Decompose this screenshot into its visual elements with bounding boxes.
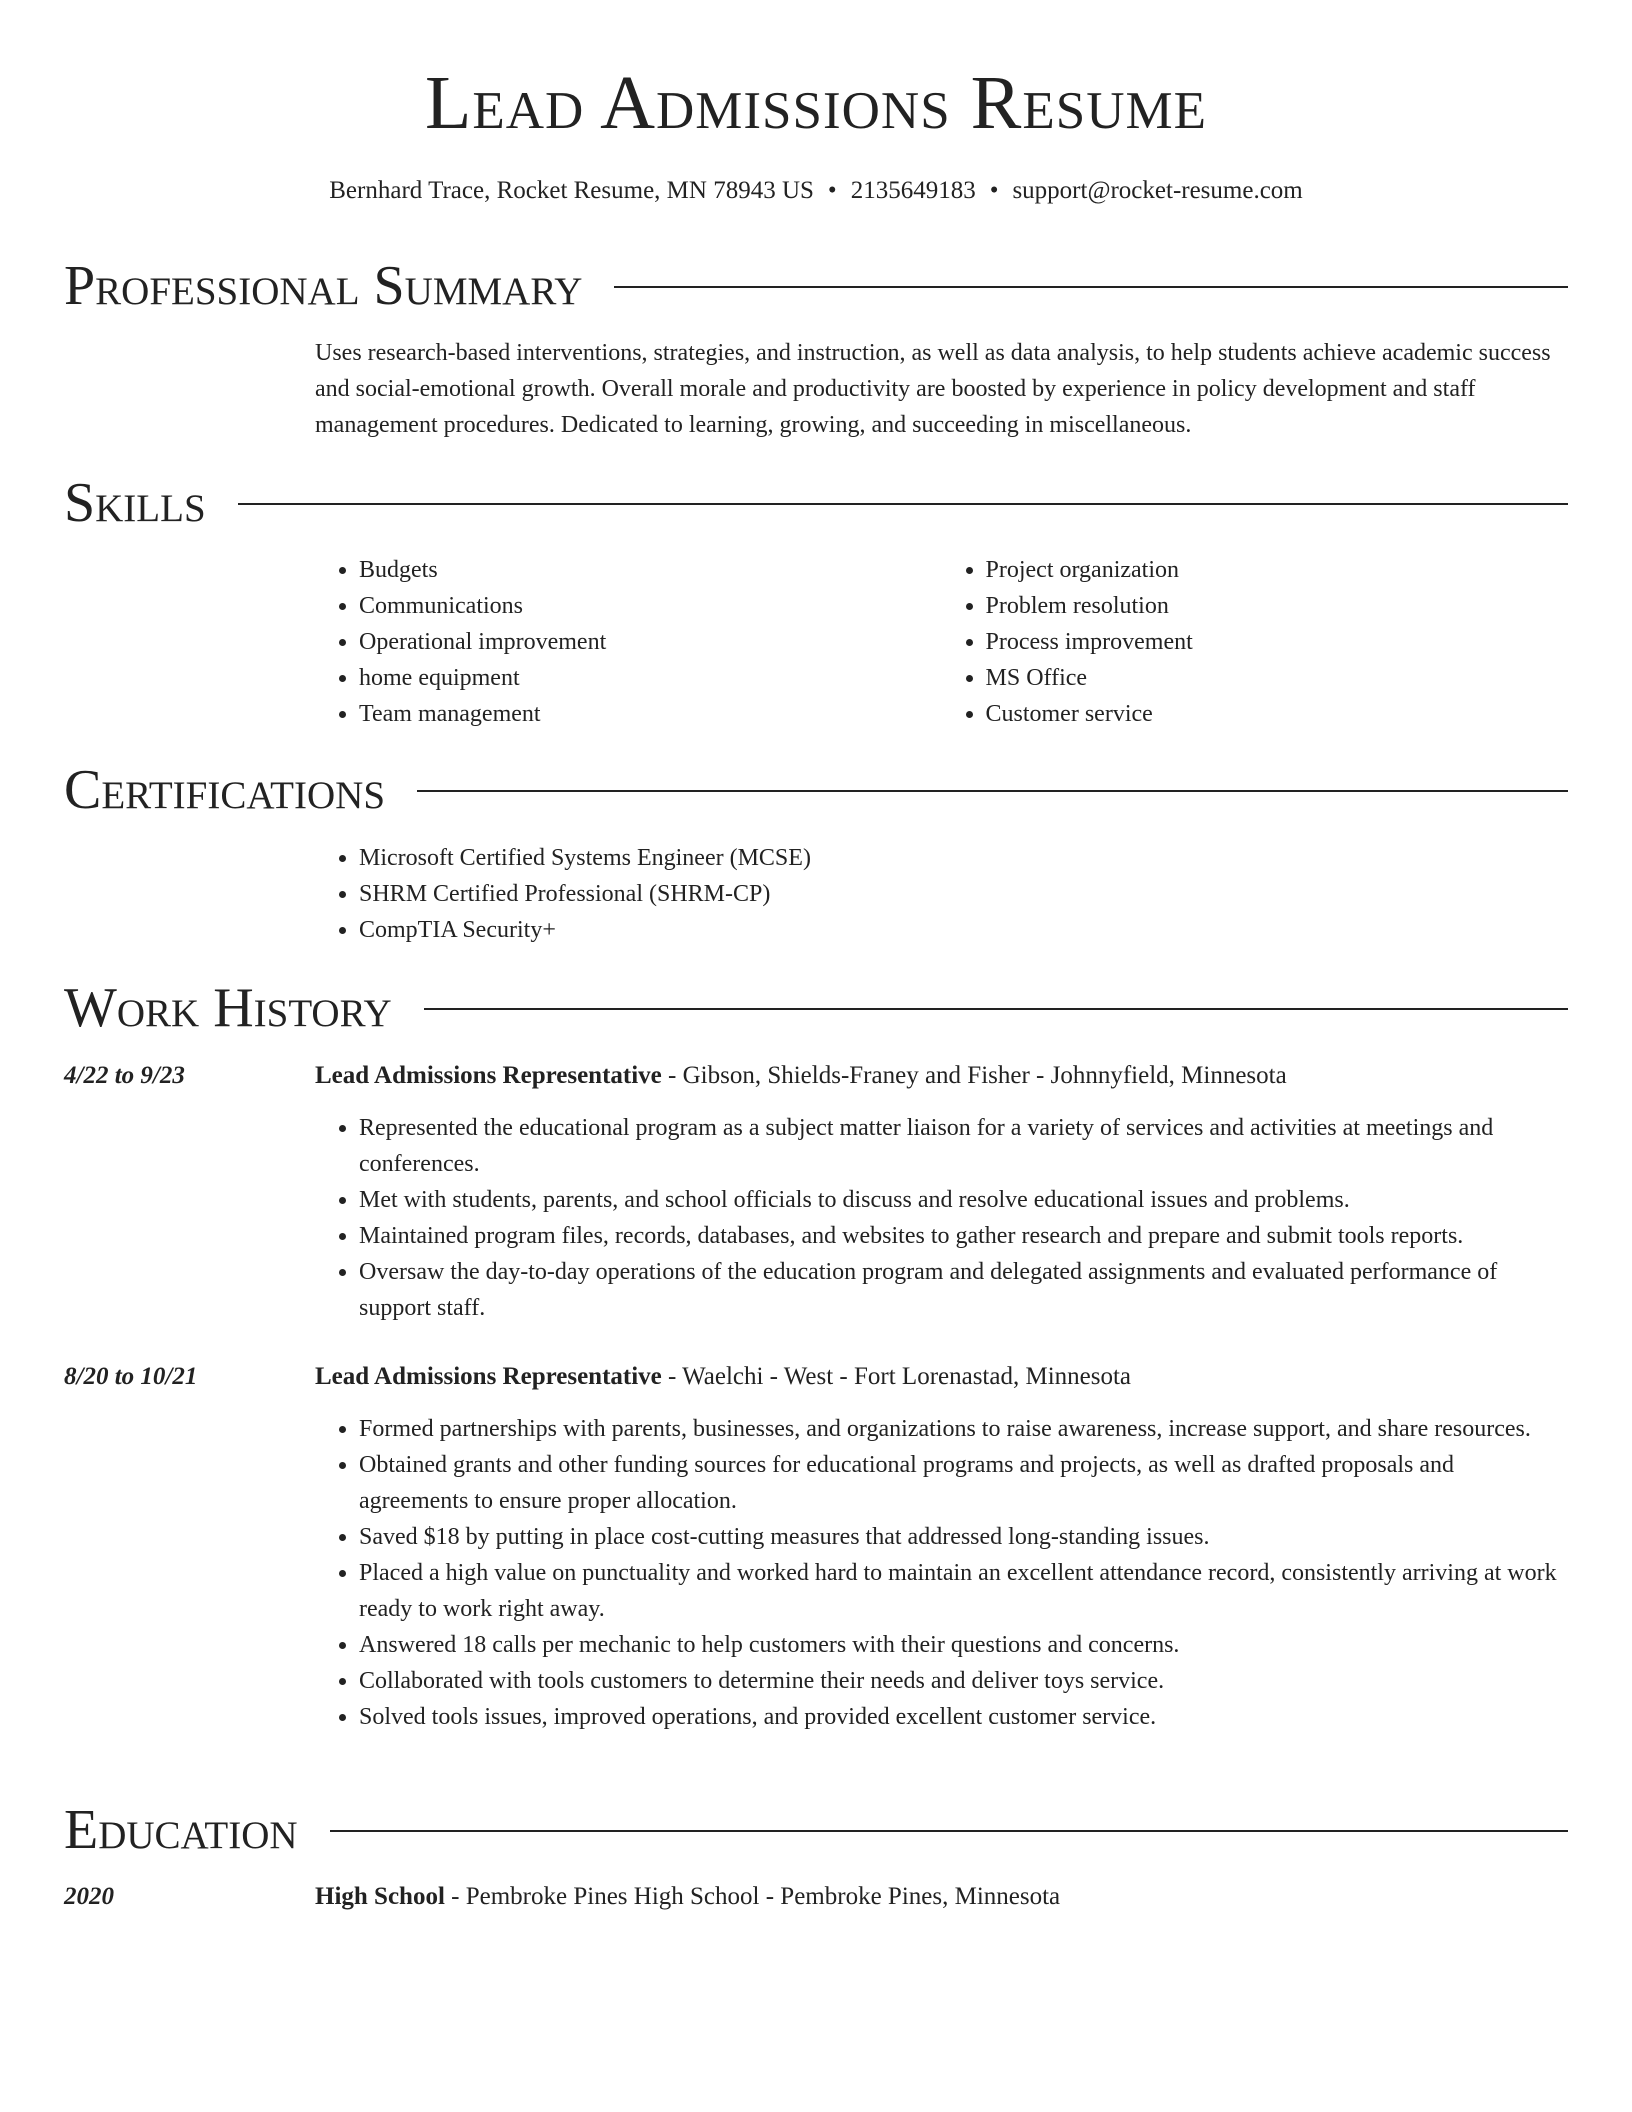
contact-phone: 2135649183	[850, 177, 976, 204]
education-section-heading	[64, 1797, 1568, 1863]
skill-item: • Problem resolution	[986, 588, 1569, 624]
skills-section-heading	[64, 470, 1568, 536]
work-history-section-heading	[64, 975, 1568, 1041]
job-bullet: • Oversaw the day-to-day operations of the education program and delegated assignments and evaluated performance of support staff.	[359, 1254, 1568, 1326]
summary-section-heading	[64, 253, 1568, 319]
skills-grid	[315, 552, 1568, 732]
summary-block	[315, 335, 1568, 443]
certifications-heading: Certifications	[64, 759, 386, 821]
job-bullet: • Met with students, parents, and school officials to discuss and resolve educational issues and problems.	[359, 1182, 1568, 1218]
education-year: 2020	[64, 1883, 114, 1910]
skills-column-1	[315, 552, 942, 732]
skill-item: • Communications	[359, 588, 942, 624]
job-bullet: • Maintained program files, records, databases, and websites to gather research and prepare and submit tools reports.	[359, 1218, 1568, 1254]
education-title-line	[315, 1879, 1568, 1915]
certification-item: • CompTIA Security+	[359, 912, 1568, 948]
job-bullets-block	[315, 1411, 1568, 1735]
contact-line	[0, 174, 1632, 208]
contact-separator: •	[827, 177, 837, 204]
job-bullets	[315, 1411, 1568, 1735]
job-bullets-block	[315, 1110, 1568, 1326]
job-title-line	[315, 1058, 1568, 1094]
job-bullet: • Solved tools issues, improved operations, and provided excellent customer service.	[359, 1699, 1568, 1735]
job-employer-location: - Gibson, Shields-Franey and Fisher - Johnnyfield, Minnesota	[661, 1062, 1287, 1089]
certifications-list	[315, 840, 1568, 948]
education-degree: High School	[315, 1883, 445, 1910]
education-school-location: - Pembroke Pines High School - Pembroke Pines, Minnesota	[444, 1883, 1061, 1910]
certification-item: • Microsoft Certified Systems Engineer (MCSE)	[359, 840, 1568, 876]
skill-item: • Customer service	[986, 696, 1569, 732]
skill-item: • MS Office	[986, 660, 1569, 696]
contact-separator: •	[989, 177, 999, 204]
job-employer-location: - Waelchi - West - Fort Lorenastad, Minnesota	[661, 1363, 1132, 1390]
job-bullet: • Represented the educational program as a subject matter liaison for a variety of services and activities at meetings and conferences.	[359, 1110, 1568, 1182]
job-dates: 4/22 to 9/23	[64, 1062, 185, 1089]
job-bullet: • Formed partnerships with parents, businesses, and organizations to raise awareness, increase support, and share resources.	[359, 1411, 1568, 1447]
skill-item: • Operational improvement	[359, 624, 942, 660]
certification-item: • SHRM Certified Professional (SHRM-CP)	[359, 876, 1568, 912]
contact-address: Bernhard Trace, Rocket Resume, MN 78943 US	[329, 177, 814, 204]
job-bullet: • Placed a high value on punctuality and worked hard to maintain an excellent attendance record, consistently arriving at work ready to work right away.	[359, 1555, 1568, 1627]
certifications-section-heading	[64, 757, 1568, 823]
section-divider	[238, 503, 1568, 505]
contact-email: support@rocket-resume.com	[1012, 177, 1303, 204]
education-heading: Education	[64, 1799, 298, 1861]
summary-text: Uses research-based interventions, strategies, and instruction, as well as data analysis, to help students achieve academic success and social-emotional growth. Overall morale and productivity are boosted by experience in policy development and staff management procedures. Dedicated to learning, growing, and succeeding in miscellaneous.	[315, 340, 1551, 438]
skill-item: • home equipment	[359, 660, 942, 696]
job-bullets	[315, 1110, 1568, 1326]
skill-item: • Budgets	[359, 552, 942, 588]
job-title-line	[315, 1359, 1568, 1395]
section-divider	[614, 286, 1568, 288]
job-bullet: • Saved $18 by putting in place cost-cutting measures that addressed long-standing issues.	[359, 1519, 1568, 1555]
section-divider	[330, 1830, 1568, 1832]
skills-column-2	[942, 552, 1569, 732]
resume-title: Lead Admissions Resume	[424, 61, 1208, 145]
summary-heading: Professional Summary	[64, 255, 583, 317]
skills-heading: Skills	[64, 472, 206, 534]
job-bullet: • Answered 18 calls per mechanic to help customers with their questions and concerns.	[359, 1627, 1568, 1663]
skill-item: • Project organization	[986, 552, 1569, 588]
skills-block	[315, 552, 1568, 732]
section-divider	[417, 790, 1568, 792]
skill-item: • Process improvement	[986, 624, 1569, 660]
work-history-heading: Work History	[64, 977, 392, 1039]
skill-item: • Team management	[359, 696, 942, 732]
job-bullet: • Obtained grants and other funding sources for educational programs and projects, as well as drafted proposals and agreements to ensure proper allocation.	[359, 1447, 1568, 1519]
job-role: Lead Admissions Representative	[315, 1062, 662, 1089]
job-bullet: • Collaborated with tools customers to determine their needs and deliver toys service.	[359, 1663, 1568, 1699]
certifications-block	[315, 840, 1568, 948]
job-role: Lead Admissions Representative	[315, 1363, 662, 1390]
section-divider	[424, 1008, 1568, 1010]
job-dates: 8/20 to 10/21	[64, 1363, 198, 1390]
